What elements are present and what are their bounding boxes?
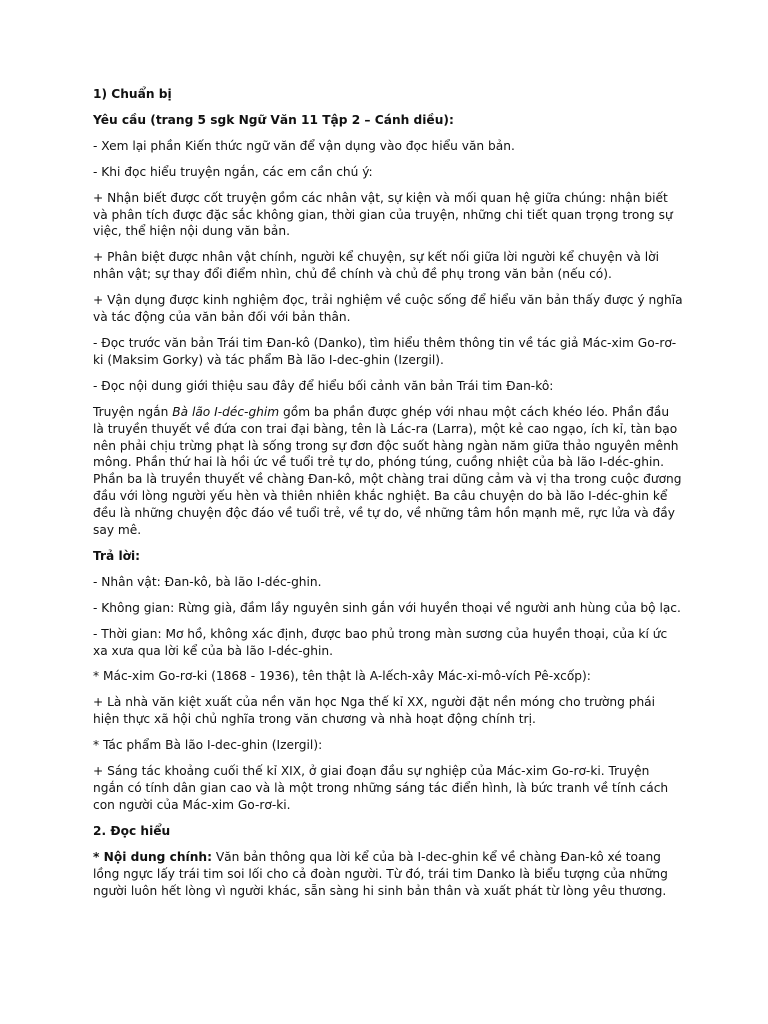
- paragraph: * Tác phẩm Bà lão I-dec-ghin (Izergil):: [93, 738, 323, 753]
- story-intro-paragraph: [93, 404, 683, 539]
- answer-heading: Trả lời:: [93, 548, 141, 563]
- document-page: [93, 86, 683, 908]
- paragraph: + Là nhà văn kiệt xuất của nền văn học Nga thế kỉ XX, người đặt nền móng cho trường phái hiện thực xã hội chủ nghĩa trong văn chương và nhà hoạt động chính trị.: [93, 695, 656, 727]
- paragraph: - Khi đọc hiểu truyện ngắn, các em cần chú ý:: [93, 164, 373, 179]
- paragraph: + Nhận biết được cốt truyện gồm các nhân vật, sự kiện và mối quan hệ giữa chúng: nhận biết và phân tích được đặc sắc không gian, thời gian của truyện, những chi tiết quan trọng trong sự việc, thể hiện nội dung văn bản.: [93, 190, 673, 239]
- paragraph: + Vận dụng được kinh nghiệm đọc, trải nghiệm về cuộc sống để hiểu văn bản thấy được ý nghĩa và tác động của văn bản đối với bản thân.: [93, 293, 683, 325]
- content-paragraph: [93, 849, 683, 900]
- paragraph: - Thời gian: Mơ hồ, không xác định, được bao phủ trong màn sương của huyền thoại, của kí ức xa xưa qua lời kể của bà lão I-déc-ghin.: [93, 626, 668, 658]
- story-intro-prefix: Truyện ngắn: [93, 404, 173, 419]
- paragraph: * Mác-xim Go-rơ-ki (1868 - 1936), tên thật là A-lếch-xây Mác-xi-mô-vích Pê-xcốp):: [93, 669, 591, 684]
- requirement-heading: Yêu cầu (trang 5 sgk Ngữ Văn 11 Tập 2 – Cánh diều):: [93, 112, 454, 127]
- section-1-heading: 1) Chuẩn bị: [93, 87, 172, 101]
- paragraph: - Không gian: Rừng già, đầm lầy nguyên sinh gắn với huyền thoại về người anh hùng của bộ lạc.: [93, 600, 681, 615]
- paragraph: + Phân biệt được nhân vật chính, người kể chuyện, sự kết nối giữa lời người kể chuyện và lời nhân vật; sự thay đổi điểm nhìn, chủ đề chính và chủ đề phụ trong văn bản (nếu có).: [93, 250, 659, 282]
- story-title: Bà lão I-déc-ghim: [172, 404, 280, 419]
- paragraph: - Đọc trước văn bản Trái tim Đan-kô (Danko), tìm hiểu thêm thông tin về tác giả Mác-xim Go-rơ-ki (Maksim Gorky) và tác phẩm Bà lão I-dec-ghin (Izergil).: [93, 335, 677, 367]
- story-intro-text: gồm ba phần được ghép với nhau một cách khéo léo. Phần đầu là truyền thuyết về đứa con trai đại bàng, tên là Lác-ra (Larra), một kẻ cao ngạo, ích kỉ, tàn bạo nên phải chịu trừng phạt là sống trong sự đơn độc suốt hàng ngàn năm giữa thảo nguyên mênh mông. Phần thứ hai là hồi ức về tuổi trẻ tự do, phóng túng, cuồng nhiệt của bà lão I-déc-ghin. Phần ba là truyền thuyết về chàng Đan-kô, một chàng trai dũng cảm và vị tha trong cuộc đương đầu với lòng người yếu hèn và thiên nhiên khắc nghiệt. Ba câu chuyện do bà lão I-déc-ghin kể đều là những chuyện độc đáo về tuổi trẻ, về tự do, về những tâm hồn mạnh mẽ, rực lửa và đầy say mê.: [93, 404, 682, 538]
- content-label: * Nội dung chính:: [93, 849, 212, 864]
- section-2-heading: 2. Đọc hiểu: [93, 823, 171, 838]
- paragraph: - Xem lại phần Kiến thức ngữ văn để vận dụng vào đọc hiểu văn bản.: [93, 138, 515, 153]
- paragraph: + Sáng tác khoảng cuối thế kỉ XIX, ở giai đoạn đầu sự nghiệp của Mác-xim Go-rơ-ki. Truyện ngắn có tính dân gian cao và là một trong những sáng tác điển hình, là bức tranh về tính cách con người của Mác-xim Go-rơ-ki.: [93, 764, 669, 812]
- paragraph: - Nhân vật: Đan-kô, bà lão I-déc-ghin.: [93, 574, 322, 589]
- paragraph: - Đọc nội dung giới thiệu sau đây để hiểu bối cảnh văn bản Trái tim Đan-kô:: [93, 378, 554, 393]
- content-text: Văn bản thông qua lời kể của bà I-dec-ghin kể về chàng Đan-kô xé toang lồng ngực lấy trái tim soi lối cho cả đoàn người. Từ đó, trái tim Danko là biểu tượng của những người luôn hết lòng vì người khác, sẵn sàng hi sinh bản thân và xuất phát từ lòng yêu thương.: [93, 849, 668, 898]
